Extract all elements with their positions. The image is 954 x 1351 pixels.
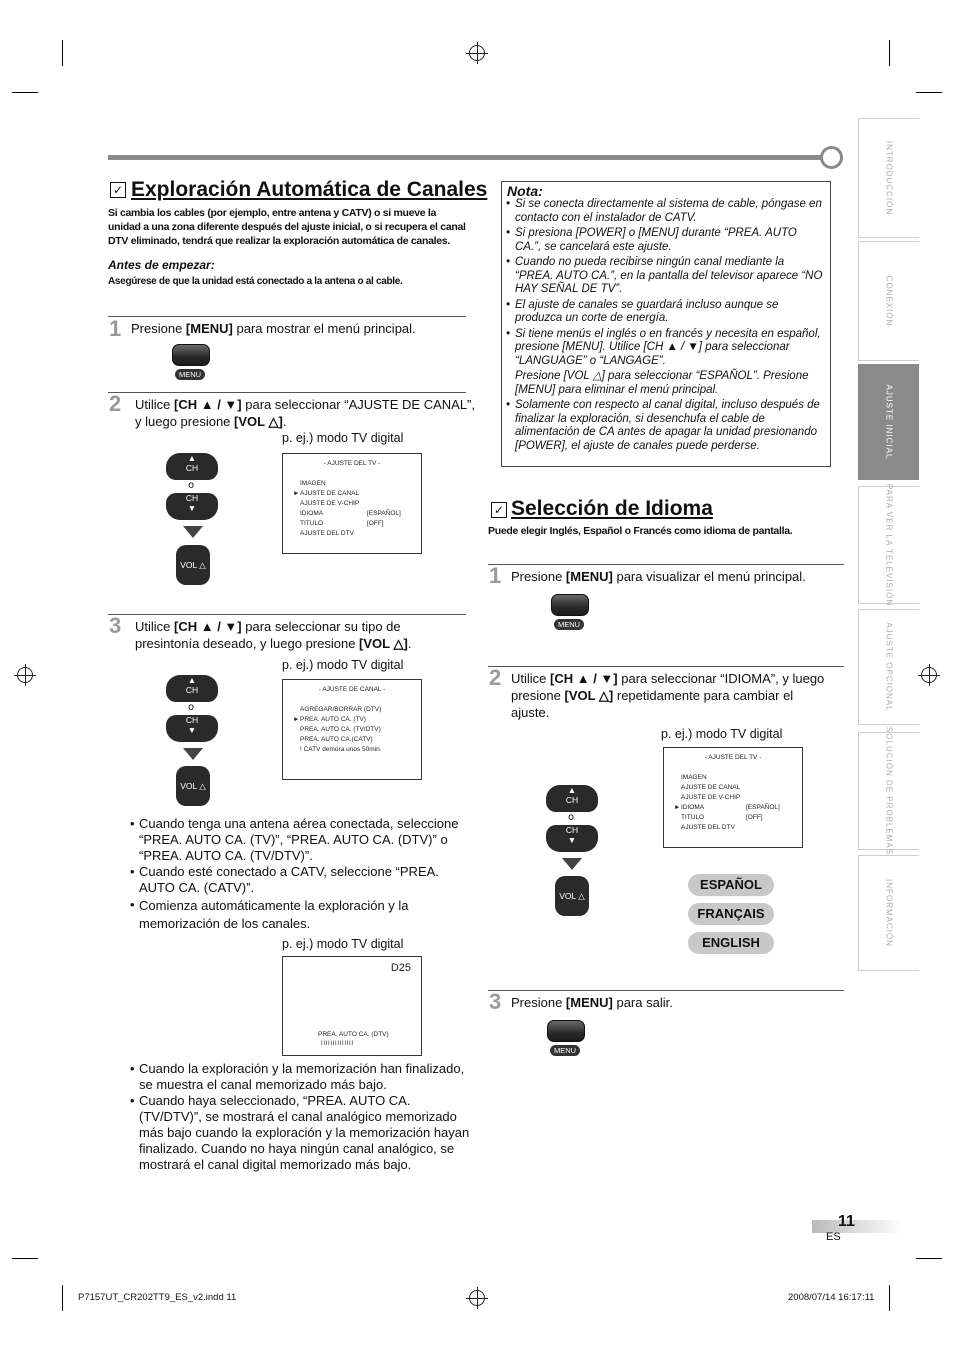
menu-value: [OFF] bbox=[367, 520, 384, 527]
language-option-espanol: ESPAÑOL bbox=[688, 874, 774, 896]
menu-item: AJUSTE DE CANAL bbox=[681, 784, 741, 791]
menu-item: AJUSTE DE V-CHIP bbox=[681, 794, 741, 801]
bullet-list bbox=[130, 1061, 470, 1173]
scan-label: PREA. AUTO CA. (DTV) bbox=[318, 1031, 389, 1038]
menu-item: AJUSTE DE V-CHIP bbox=[300, 500, 360, 507]
step-number: 3 bbox=[489, 989, 502, 1014]
page-language: ES bbox=[826, 1231, 841, 1243]
tab-introduccion[interactable]: INTRODUCCIÓN bbox=[858, 118, 919, 238]
list-item: • Si presiona [POWER] o [MENU] durante “PREA. AUTO CA.”, se cancelará este ajuste. bbox=[506, 227, 797, 253]
list-item: • Si tiene menús el inglés o en francés y necesita en español, presione [MENU]. Utilice [CH ▲ / ▼] para seleccionar “LANGUAGE” o “LANGAGE”. bbox=[506, 327, 821, 367]
list-item: • Cuando esté conectado a CATV, seleccione “PREA. AUTO CA. (CATV)”. bbox=[130, 864, 439, 895]
checkbox-icon: ✓ bbox=[110, 182, 126, 198]
menu-item: AJUSTE DE CANAL bbox=[300, 490, 360, 497]
intro-text: Puede elegir Inglés, Español o Francés como idioma de pantalla. bbox=[488, 525, 793, 537]
note-box bbox=[501, 181, 831, 467]
before-text: Asegúrese de que la unidad está conectado a la antena o al cable. bbox=[108, 276, 403, 287]
list-item: • Cuando no pueda recibirse ningún canal mediante la “PREA. AUTO CA.”, en la pantalla del televisor aparece “NO HAY SEÑAL DE TV”. bbox=[506, 256, 823, 295]
crop-mark bbox=[12, 92, 38, 93]
registration-mark-icon bbox=[921, 667, 937, 683]
arrow-down-icon bbox=[183, 526, 203, 538]
menu-item: TITULO bbox=[681, 814, 705, 821]
before-label: Antes de empezar: bbox=[108, 258, 215, 272]
ch-up-button[interactable]: ▲ CH bbox=[546, 785, 598, 812]
divider bbox=[488, 990, 844, 991]
section-title-idioma: Selección de Idioma bbox=[511, 497, 713, 520]
or-label: o bbox=[188, 480, 195, 491]
step-text: Utilice [CH ▲ / ▼] para seleccionar “IDIOMA”, y luego presione [VOL △] repetidamente para cambiar el ajuste. bbox=[511, 671, 825, 720]
step-number: 1 bbox=[489, 563, 502, 588]
divider bbox=[108, 614, 466, 615]
tab-ajuste-inicial[interactable]: AJUSTE INICIAL bbox=[858, 364, 919, 480]
step-text: Utilice [CH ▲ / ▼] para seleccionar “AJUSTE DE CANAL”, y luego presione [VOL △]. bbox=[135, 397, 475, 429]
page-number: 11 bbox=[838, 1213, 855, 1230]
list-item: • Cuando tenga una antena aérea conectada, seleccione “PREA. AUTO CA. (TV)”, “PREA. AUTO CA. (DTV)” o “PREA. AUTO CA. (TV/DTV)”. bbox=[130, 816, 459, 863]
menu-item: IDIOMA bbox=[300, 510, 324, 517]
menu-button[interactable] bbox=[172, 344, 210, 366]
step-text: Presione [MENU] para salir. bbox=[511, 995, 673, 1010]
menu-item: ! CATV demora unos 50min. bbox=[300, 746, 382, 753]
menu-button-label: MENU bbox=[554, 619, 584, 630]
intro-text: Si cambia los cables (por ejemplo, entre antena y CATV) o si mueve la unidad a una zona diferente después del ajuste inicial, o si recupera el canal DTV eliminado, tendrá que realizar la exploración automática de canales. bbox=[108, 207, 466, 247]
caption: p. ej.) modo TV digital bbox=[282, 937, 404, 951]
menu-value: [ESPAÑOL] bbox=[367, 510, 401, 517]
channel-number: D25 bbox=[390, 962, 411, 974]
crop-mark bbox=[916, 92, 942, 93]
divider bbox=[108, 392, 466, 393]
cursor-icon: ► bbox=[293, 716, 300, 723]
step-number: 3 bbox=[109, 613, 122, 638]
crop-mark bbox=[62, 40, 63, 66]
menu-button[interactable] bbox=[551, 594, 589, 616]
list-item: • Comienza automáticamente la exploración y la memorización de los canales. bbox=[130, 897, 409, 931]
tab-solucion-de-problemas[interactable]: SOLUCIÓN DE PROBLEMAS bbox=[858, 732, 919, 850]
step-number: 1 bbox=[109, 316, 122, 341]
ch-down-button[interactable]: CH ▼ bbox=[166, 715, 218, 742]
cursor-icon: ► bbox=[293, 490, 300, 497]
caption: p. ej.) modo TV digital bbox=[661, 727, 783, 741]
registration-mark-icon bbox=[469, 45, 485, 61]
divider bbox=[488, 564, 844, 565]
menu-value: [ESPAÑOL] bbox=[746, 804, 780, 811]
registration-mark-icon bbox=[469, 1290, 485, 1306]
crop-mark bbox=[889, 40, 890, 66]
crop-mark bbox=[12, 1258, 38, 1259]
crop-mark bbox=[916, 1258, 942, 1259]
tv-menu-screen: - AJUSTE DEL TV - IMAGEN AJUSTE DE CANAL AJUSTE DE V-CHIP IDIOMA TITULO AJUSTE DEL DTV ► [ESPAÑOL] [OFF] bbox=[282, 453, 422, 554]
vol-up-button[interactable]: VOL △ bbox=[176, 766, 210, 806]
tab-conexion[interactable]: CONEXIÓN bbox=[858, 241, 919, 361]
language-option-francais: FRANÇAIS bbox=[688, 903, 774, 925]
or-label: o bbox=[188, 702, 195, 713]
note-title: Nota: bbox=[507, 183, 543, 199]
menu-item: AJUSTE DEL DTV bbox=[300, 530, 354, 537]
step-number: 2 bbox=[489, 665, 502, 690]
list-item: • Solamente con respecto al canal digital, incluso después de finalizar la exploración, si desenchufa el cable de alimentación de CA antes de apagar la unidad presionando [POWER], el ajuste de canales puede perderse. bbox=[506, 399, 820, 452]
language-option-english: ENGLISH bbox=[688, 932, 774, 954]
divider bbox=[488, 666, 844, 667]
ch-down-button[interactable]: CH ▼ bbox=[166, 493, 218, 520]
menu-item: IMAGEN bbox=[300, 480, 326, 487]
ch-up-button[interactable]: ▲ CH bbox=[166, 675, 218, 702]
menu-item: IMAGEN bbox=[681, 774, 707, 781]
or-label: o bbox=[568, 812, 575, 823]
step-text: Presione [MENU] para mostrar el menú principal. bbox=[131, 321, 416, 336]
menu-item: IDIOMA bbox=[681, 804, 705, 811]
bullet-list bbox=[130, 816, 470, 933]
tab-informacion[interactable]: INFORMACIÓN bbox=[858, 855, 919, 971]
footer-file: P7157UT_CR202TT9_ES_v2.indd 11 bbox=[78, 1292, 237, 1303]
vol-up-button[interactable]: VOL △ bbox=[176, 545, 210, 585]
menu-item: AGREGAR/BORRAR (DTV) bbox=[300, 706, 382, 713]
step-number: 2 bbox=[109, 391, 122, 416]
tab-para-ver-la-television[interactable]: PARA VER LA TELEVISIÓN bbox=[858, 486, 919, 604]
menu-button-label: MENU bbox=[550, 1045, 580, 1056]
menu-item: AJUSTE DEL DTV bbox=[681, 824, 735, 831]
footer-timestamp: 2008/07/14 16:17:11 bbox=[788, 1292, 875, 1303]
step-text: Presione [MENU] para visualizar el menú principal. bbox=[511, 569, 806, 584]
arrow-down-icon bbox=[183, 748, 203, 760]
tv-menu-screen: - AJUSTE DEL TV - IMAGEN AJUSTE DE CANAL AJUSTE DE V-CHIP IDIOMA TITULO AJUSTE DEL DTV ► [ESPAÑOL] [OFF] bbox=[663, 747, 803, 848]
cursor-icon: ► bbox=[674, 804, 681, 811]
crop-mark bbox=[62, 1285, 63, 1311]
caption: p. ej.) modo TV digital bbox=[282, 658, 404, 672]
section-title-exploracion: Exploración Automática de Canales bbox=[131, 178, 488, 201]
caption: p. ej.) modo TV digital bbox=[282, 431, 404, 445]
menu-item: PREA. AUTO CA. (TV/DTV) bbox=[300, 726, 381, 733]
menu-value: [OFF] bbox=[746, 814, 763, 821]
tab-ajuste-opcional[interactable]: AJUSTE OPCIONAL bbox=[858, 609, 919, 725]
list-item: • Si se conecta directamente al sistema de cable, póngase en contacto con el instalador de CATV. bbox=[506, 198, 822, 224]
crop-mark bbox=[889, 1285, 890, 1311]
list-item-continued: Presione [VOL △] para seleccionar “ESPAÑOL”. Presione [MENU] para eliminar el menú principal. bbox=[515, 370, 809, 396]
scan-screen bbox=[282, 956, 422, 1056]
tv-menu-screen: - AJUSTE DE CANAL - AGREGAR/BORRAR (DTV) PREA. AUTO CA. (TV) PREA. AUTO CA. (TV/DTV) PREA. AUTO CA.(CATV) ! CATV demora unos 50min. ► bbox=[282, 679, 422, 780]
menu-button-label: MENU bbox=[175, 369, 205, 380]
step-text: Utilice [CH ▲ / ▼] para seleccionar su tipo de presintonía deseado, y luego presione [VOL △]. bbox=[135, 619, 412, 651]
menu-item: TITULO bbox=[300, 520, 324, 527]
progress-bar: I I I I I I I I I I I I I I bbox=[321, 1041, 353, 1047]
divider bbox=[108, 316, 466, 317]
registration-mark-icon bbox=[17, 667, 33, 683]
header-bar bbox=[108, 155, 824, 160]
checkbox-icon: ✓ bbox=[491, 502, 507, 518]
ch-up-button[interactable]: ▲ CH bbox=[166, 453, 218, 480]
list-item: • Cuando la exploración y la memorización han finalizado, se muestra el canal memorizado más bajo. bbox=[130, 1061, 465, 1092]
menu-item: PREA. AUTO CA.(CATV) bbox=[300, 736, 373, 743]
vol-up-button[interactable]: VOL △ bbox=[555, 876, 589, 916]
menu-item: PREA. AUTO CA. (TV) bbox=[300, 716, 366, 723]
ch-down-button[interactable]: CH ▼ bbox=[546, 825, 598, 852]
arrow-down-icon bbox=[562, 858, 582, 870]
header-circle-icon bbox=[820, 146, 843, 169]
list-item: • Cuando haya seleccionado, “PREA. AUTO CA. (TV/DTV)”, se mostrará el canal analógico memorizado más bajo cuando la exploración y la memorización hayan finalizado. Cuando no haya ningún canal analógico, se mostrará el canal digital memorizado más bajo. bbox=[130, 1093, 470, 1172]
menu-button[interactable] bbox=[547, 1020, 585, 1042]
list-item: • El ajuste de canales se guardará incluso aunque se produzca un corte de energía. bbox=[506, 298, 779, 324]
